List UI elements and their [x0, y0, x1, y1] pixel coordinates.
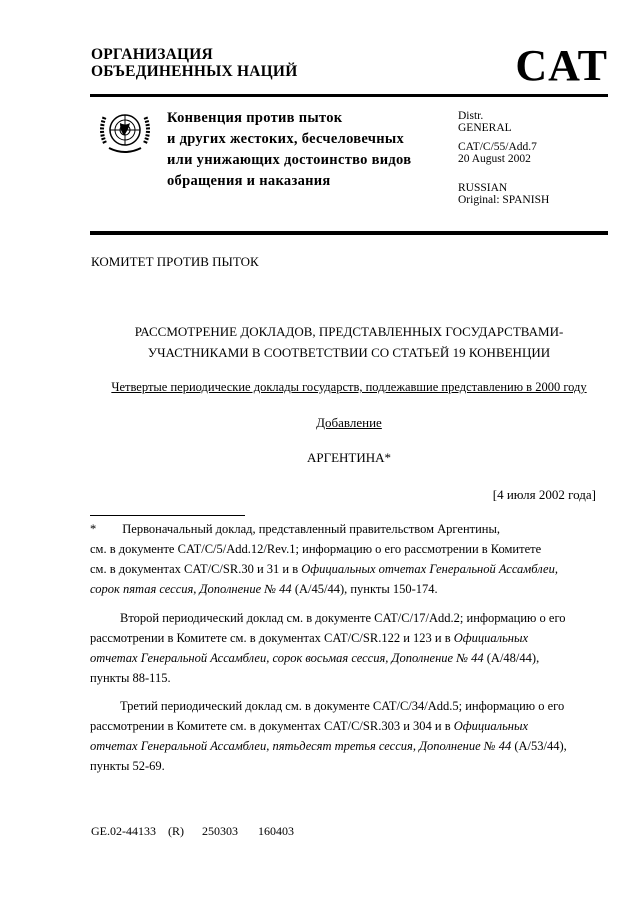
footnote-line: см. в документе CAT/C/5/Add.12/Rev.1; информацию о его рассмотрении в Комитете [90, 542, 542, 556]
convention-title-line: и других жестоких, бесчеловечных [167, 131, 405, 147]
org-name-line2: ОБЪЕДИНЕННЫХ НАЦИЙ [91, 63, 298, 80]
header-bottom-rule [90, 231, 608, 235]
doc-date: 20 August 2002 [458, 153, 531, 165]
footnote-line [90, 719, 528, 734]
country-name: АРГЕНТИНА* [306, 450, 392, 465]
job-date-2: 160403 [258, 824, 294, 838]
footnote-text: (A/53/44), [511, 739, 567, 753]
job-language: (R) [168, 824, 184, 838]
original-language: Original: SPANISH [458, 194, 550, 206]
footnote-line: Третий периодический доклад см. в документе CAT/C/34/Add.5; информацию о его [120, 699, 565, 713]
distr-value: GENERAL [458, 122, 512, 134]
footnote-line: пункты 52-69. [90, 759, 165, 773]
footnote-line: Второй периодический доклад см. в документе CAT/C/17/Add.2; информацию о его [120, 611, 566, 625]
footnote-text: рассмотрении в Комитете см. в документах CAT/C/SR.303 и 304 и в [90, 719, 454, 733]
header-rule [90, 94, 608, 97]
footnote-italic: Официальных [453, 631, 528, 645]
addendum-label: Добавление [316, 415, 382, 430]
footnote-italic: Официальных отчетах Генеральной Ассамблеи, [301, 562, 558, 576]
convention-title-line: Конвенция против пыток [167, 110, 343, 126]
footnote-text: рассмотрении в Комитете см. в документах CAT/C/SR.122 и 123 и в [90, 631, 454, 645]
footnote-italic: отчетах Генеральной Ассамблеи, сорок восьмая сессия, Дополнение № 44 [90, 651, 484, 665]
footnote-italic: сорок пятая сессия, Дополнение № 44 [90, 582, 292, 596]
footnote-marker: * [90, 522, 97, 536]
footnote-italic: отчетах Генеральной Ассамблеи, пятьдесят третья сессия, Дополнение № 44 [90, 739, 512, 753]
footnote-italic: Официальных [453, 719, 528, 733]
distr-label: Distr. [458, 110, 484, 122]
committee-name: КОМИТЕТ ПРОТИВ ПЫТОК [91, 254, 259, 269]
un-emblem-icon [95, 108, 155, 156]
convention-title-line: или унижающих достоинство видов [167, 152, 412, 168]
footnote-line [90, 631, 528, 646]
org-name-line1: ОРГАНИЗАЦИЯ [91, 46, 213, 63]
footnote-line [90, 739, 567, 754]
report-title-line1: РАССМОТРЕНИЕ ДОКЛАДОВ, ПРЕДСТАВЛЕННЫХ ГОСУДАРСТВАМИ- [134, 324, 564, 339]
doc-language: RUSSIAN [458, 182, 508, 194]
report-subtitle: Четвертые периодические доклады государств, подлежавшие представлению в 2000 году [111, 380, 587, 394]
footnote-separator [90, 515, 245, 516]
footnote-line [90, 522, 500, 537]
document-symbol-cat: CAT [515, 41, 608, 90]
footnote-text: Первоначальный доклад, представленный правительством Аргентины, [122, 522, 500, 536]
doc-symbol: CAT/C/55/Add.7 [458, 141, 537, 153]
report-date: [4 июля 2002 года] [492, 487, 596, 502]
footnote-text: (A/45/44), пункты 150-174. [291, 582, 438, 596]
job-date-1: 250303 [202, 824, 238, 838]
report-title-line2: УЧАСТНИКАМИ В СООТВЕТСТВИИ СО СТАТЬЕЙ 19 КОНВЕНЦИИ [147, 345, 551, 360]
footer-job-number [91, 824, 294, 839]
job-number: GE.02-44133 [91, 824, 156, 838]
footnote-text: см. в документах CAT/C/SR.30 и 31 и в [90, 562, 302, 576]
footnote-line [90, 651, 539, 666]
footnote-line [90, 562, 558, 577]
footnote-line [90, 582, 438, 597]
footnote-text: (A/48/44), [483, 651, 540, 665]
convention-title-line: обращения и наказания [167, 173, 331, 189]
footnote-line: пункты 88-115. [90, 671, 171, 685]
